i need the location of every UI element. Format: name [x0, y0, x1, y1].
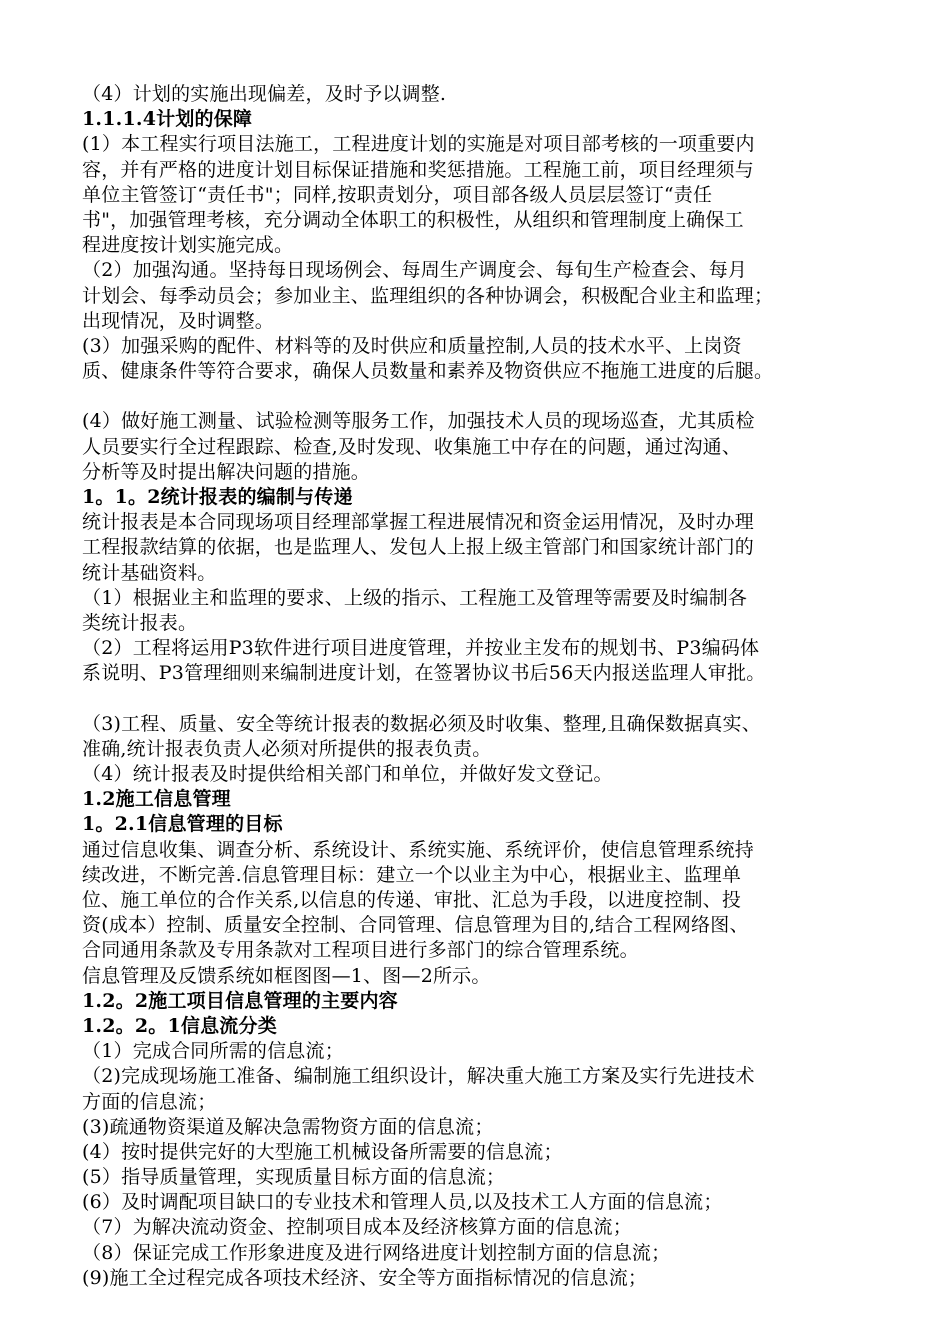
blank-line	[82, 687, 888, 712]
text-line: 合同通用条款及专用条款对工程项目进行多部门的综合管理系统。	[82, 939, 639, 962]
text-line: 续改进，不断完善.信息管理目标：建立一个以业主为中心，根据业主、监理单	[82, 863, 742, 886]
text-line: 位、施工单位的合作关系,以信息的传递、审批、汇总为手段，以进度控制、投	[82, 889, 742, 911]
text-line: （1）根据业主和监理的要求、上级的指示、工程施工及管理等需要及时编制各	[82, 586, 748, 609]
section-heading: 1.2。2。1信息流分类	[82, 1014, 277, 1037]
text-line: 工程报款结算的依据，也是监理人、发包人上报上级主管部门和国家统计部门的	[82, 536, 755, 559]
section-heading: 1。1。2统计报表的编制与传递	[82, 486, 353, 508]
text-line: (9)施工全过程完成各项技术经济、安全等方面指标情况的信息流；	[82, 1266, 648, 1289]
text-line: 信息管理及反馈系统如框图图—1、图—2所示。	[82, 964, 491, 987]
text-line: （2)完成现场施工准备、编制施工组织设计，解决重大施工方案及实行先进技术	[82, 1065, 755, 1088]
text-line: 容，并有严格的进度计划目标保证措施和奖惩措施。工程施工前，项目经理须与	[82, 158, 755, 181]
text-line: 资(成本）控制、质量安全控制、合同管理、信息管理为目的,结合工程网络图、	[82, 914, 749, 937]
text-line: (4）做好施工测量、试验检测等服务工作，加强技术人员的现场巡查，尤其质检	[82, 410, 755, 433]
text-line: 计划会、每季动员会；参加业主、监理组织的各种协调会，积极配合业主和监理；	[82, 284, 774, 307]
text-line: 质、健康条件等符合要求，确保人员数量和素养及物资供应不拖施工进度的后腿。	[82, 360, 774, 383]
text-line: (5）指导质量管理，实现质量目标方面的信息流；	[82, 1166, 506, 1189]
text-line: 统计报表是本合同现场项目经理部掌握工程进展情况和资金运用情况，及时办理	[82, 511, 755, 534]
text-line: 书"，加强管理考核，充分调动全体职工的积极性，从组织和管理制度上确保工	[82, 208, 744, 231]
text-line: (1）本工程实行项目法施工，工程进度计划的实施是对项目部考核的一项重要内	[82, 133, 755, 156]
text-line: 出现情况，及时调整。	[82, 309, 275, 332]
section-heading: 1.2施工信息管理	[82, 788, 231, 811]
text-line: 分析等及时提出解决问题的措施。	[82, 460, 371, 483]
text-line: (6）及时调配项目缺口的专业技术和管理人员,以及技术工人方面的信息流；	[82, 1191, 723, 1214]
blank-line	[82, 384, 888, 409]
section-heading: 1.1.1.4计划的保障	[82, 108, 253, 131]
document-page	[82, 82, 888, 1291]
text-line: (3）加强采购的配件、材料等的及时供应和质量控制,人员的技术水平、上岗资	[82, 334, 742, 357]
text-line: （3)工程、质量、安全等统计报表的数据必须及时收集、整理,且确保数据真实、	[82, 712, 761, 735]
text-line: （4）统计报表及时提供给相关部门和单位，并做好发文登记。	[82, 763, 613, 786]
text-line: (4）按时提供完好的大型施工机械设备所需要的信息流；	[82, 1140, 563, 1163]
text-line: (3)疏通物资渠道及解决急需物资方面的信息流；	[82, 1115, 494, 1138]
text-line: 单位主管签订“责任书"；同样,按职责划分，项目部各级人员层层签订“责任	[82, 183, 713, 206]
text-line: 方面的信息流；	[82, 1090, 217, 1113]
text-line: 人员要实行全过程跟踪、检查,及时发现、收集施工中存在的问题，通过沟通、	[82, 435, 742, 458]
text-line: （7）为解决流动资金、控制项目成本及经济核算方面的信息流；	[82, 1216, 632, 1239]
text-line: 通过信息收集、调查分析、系统设计、系统实施、系统评价，使信息管理系统持	[82, 838, 755, 861]
text-line: （2）工程将运用P3软件进行项目进度管理，并按业主发布的规划书、P3编码体	[82, 637, 760, 660]
text-line: （8）保证完成工作形象进度及进行网络进度计划控制方面的信息流；	[82, 1241, 671, 1264]
text-line: （4）计划的实施出现偏差，及时予以调整.	[82, 83, 447, 105]
text-line: （1）完成合同所需的信息流；	[82, 1040, 344, 1063]
section-heading: 1。2.1信息管理的目标	[82, 813, 283, 836]
text-line: 类统计报表。	[82, 611, 198, 634]
text-line: 准确,统计报表负责人必须对所提供的报表负责。	[82, 737, 492, 760]
text-line: 程进度按计划实施完成。	[82, 234, 294, 257]
text-line: （2）加强沟通。坚持每日现场例会、每周生产调度会、每旬生产检查会、每月	[82, 259, 748, 282]
section-heading: 1.2。2施工项目信息管理的主要内容	[82, 989, 398, 1012]
text-line: 系说明、P3管理细则来编制进度计划，在签署协议书后56天内报送监理人审批。	[82, 662, 766, 685]
text-line: 统计基础资料。	[82, 561, 217, 584]
